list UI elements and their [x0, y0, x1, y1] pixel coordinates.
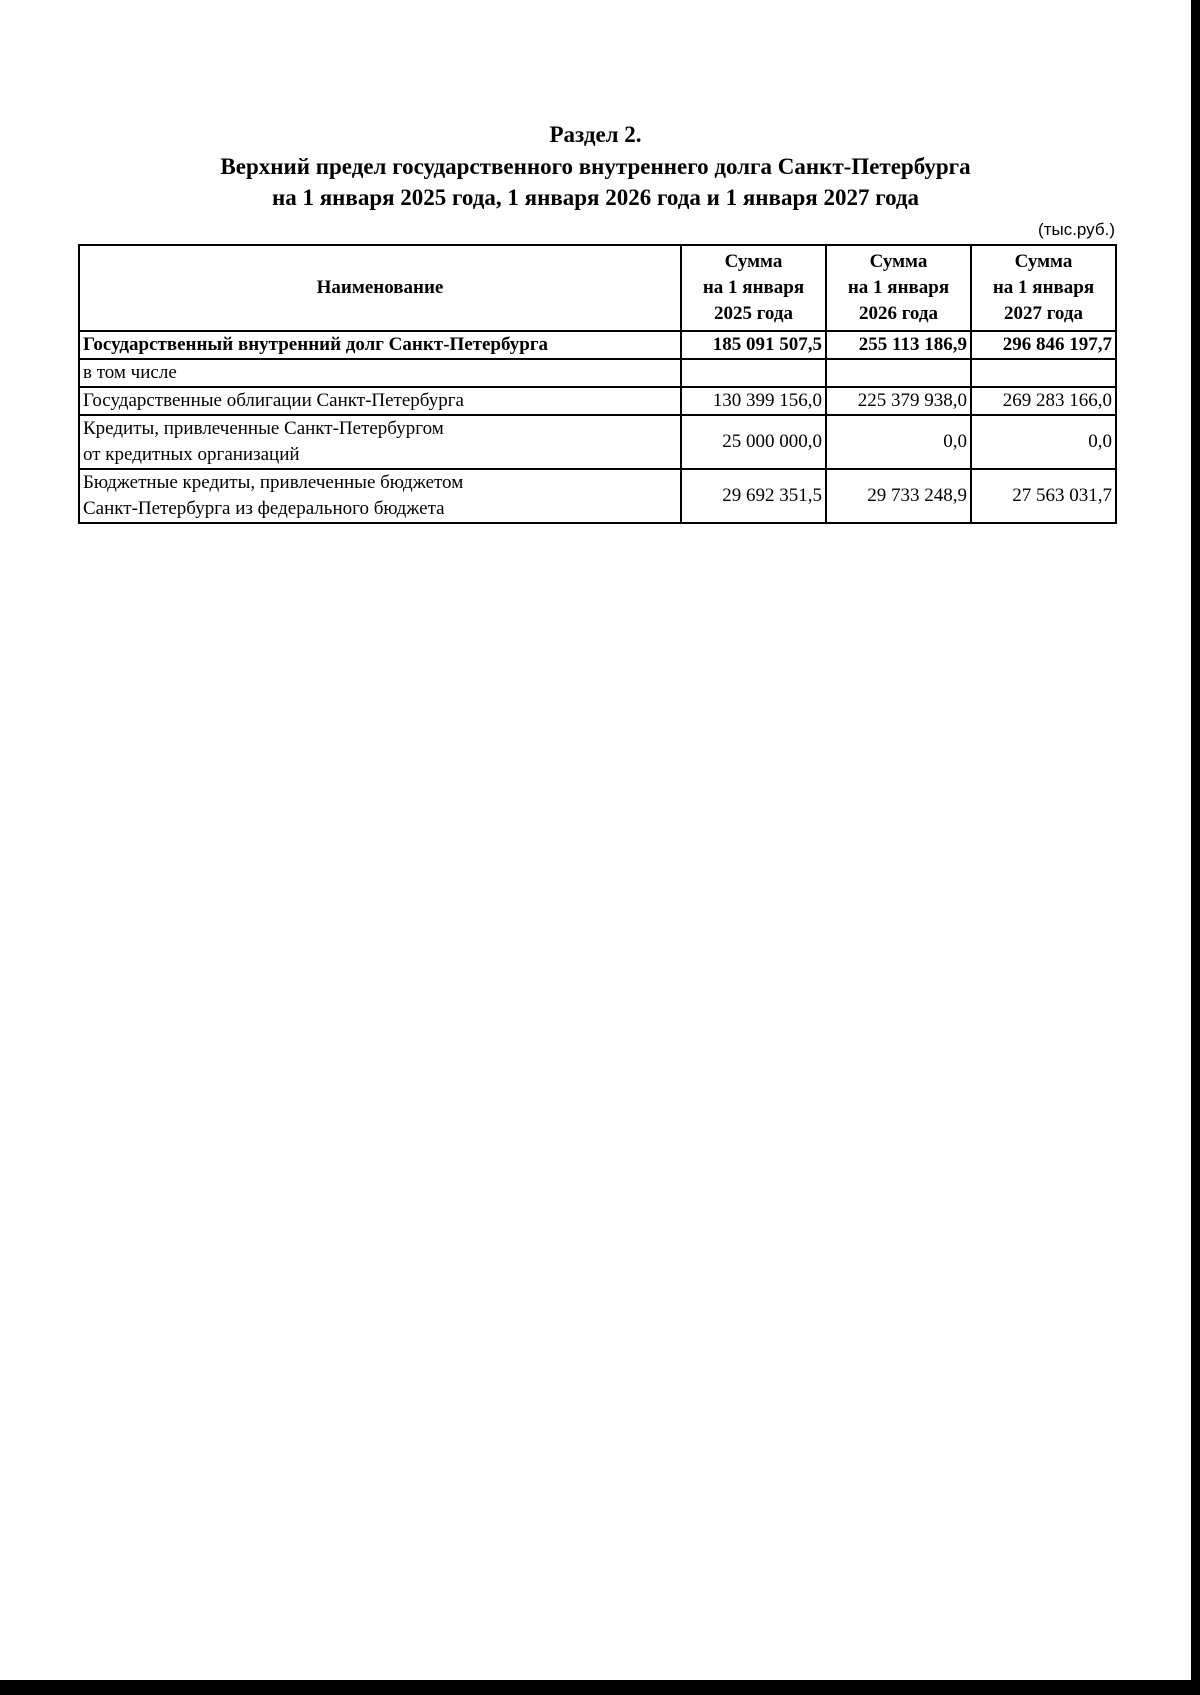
row-name	[79, 415, 681, 469]
table-row-budget-loans	[79, 469, 1116, 523]
value-2027: 27 563 031,7	[971, 469, 1116, 523]
column-header-line: Сумма	[869, 251, 928, 272]
column-header-line: на 1 января	[702, 277, 805, 298]
table-row-including	[79, 359, 1116, 387]
value-2027: 0,0	[971, 415, 1116, 469]
document-title-line-1: Верхний предел государственного внутреннего долга Санкт-Петербурга	[220, 154, 971, 179]
column-header-line: 2025 года	[714, 303, 793, 324]
row-name: в том числе	[79, 359, 681, 387]
column-header-line: 2026 года	[859, 303, 938, 324]
document-title-line-2: на 1 января 2025 года, 1 января 2026 года и 1 января 2027 года	[271, 185, 920, 210]
row-name-line: Санкт-Петербурга из федерального бюджета	[83, 498, 445, 519]
value-2026: 225 379 938,0	[826, 387, 971, 415]
column-header-line: Сумма	[724, 251, 783, 272]
column-header-name: Наименование	[79, 245, 681, 331]
row-name: Государственный внутренний долг Санкт-Петербурга	[79, 331, 681, 359]
column-header-2025	[681, 245, 826, 331]
value-2025: 29 692 351,5	[681, 469, 826, 523]
debt-table	[78, 244, 1117, 524]
column-header-line: на 1 января	[847, 277, 950, 298]
table-header-row	[79, 245, 1116, 331]
value-2027: 296 846 197,7	[971, 331, 1116, 359]
value-2025	[681, 359, 826, 387]
column-header-2027	[971, 245, 1116, 331]
table-row-bonds	[79, 387, 1116, 415]
row-name: Государственные облигации Санкт-Петербурга	[79, 387, 681, 415]
value-2025: 25 000 000,0	[681, 415, 826, 469]
value-2026: 29 733 248,9	[826, 469, 971, 523]
value-2025: 130 399 156,0	[681, 387, 826, 415]
value-2027	[971, 359, 1116, 387]
section-number: Раздел 2.	[549, 122, 642, 147]
value-2026	[826, 359, 971, 387]
row-name-line: Бюджетные кредиты, привлеченные бюджетом	[83, 472, 464, 493]
value-2025: 185 091 507,5	[681, 331, 826, 359]
row-name	[79, 469, 681, 523]
column-header-2026	[826, 245, 971, 331]
column-header-line: Сумма	[1014, 251, 1073, 272]
value-2027: 269 283 166,0	[971, 387, 1116, 415]
column-header-line: 2027 года	[1004, 303, 1083, 324]
table-row-total-debt	[79, 331, 1116, 359]
row-name-line: Кредиты, привлеченные Санкт-Петербургом	[83, 418, 444, 439]
column-header-line: на 1 января	[992, 277, 1095, 298]
value-2026: 0,0	[826, 415, 971, 469]
table-row-bank-loans	[79, 415, 1116, 469]
row-name-line: от кредитных организаций	[83, 444, 300, 465]
value-2026: 255 113 186,9	[826, 331, 971, 359]
units-label: (тыс.руб.)	[1038, 220, 1115, 239]
